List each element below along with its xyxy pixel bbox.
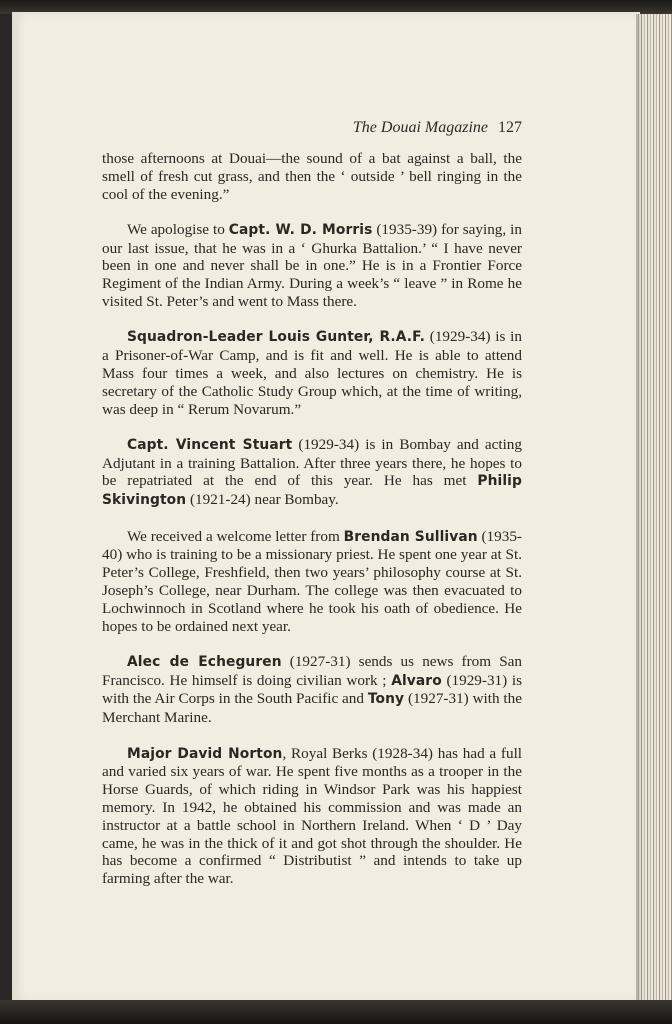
person-name: Alec de Echeguren <box>127 653 282 670</box>
page-edge-shadow <box>636 14 642 1002</box>
page-edges <box>636 14 672 1002</box>
page-number: 127 <box>498 119 522 136</box>
text-run: (1935-40) who is training to be a missionary priest. He spent one year at St. Peter’s College, Freshfield, then two years’ philosophy course at St. Joseph’s College, near Durham. The college was then evacuated to Lochwinnoch in Scotland where he took his oath of obedience. He hopes to be ordained next year. <box>102 527 522 635</box>
magazine-title: The Douai Magazine <box>352 119 488 136</box>
person-name: Capt. Vincent Stuart <box>127 436 293 453</box>
text-run: We received a welcome letter from <box>127 527 344 545</box>
text-run: (1929-34) is in a Prisoner-of-War Camp, and is fit and well. He is able to attend Mass four times a week, and also lectures on chemistry. He is secretary of the Catholic Study Group which, at the time of writing, was deep in “ Rerum Novarum.” <box>102 328 522 418</box>
person-name: Major David Norton <box>127 745 283 762</box>
paragraph-norton <box>102 745 522 888</box>
person-name: Capt. W. D. Morris <box>228 221 373 238</box>
paragraph-sullivan <box>102 528 522 636</box>
running-head <box>102 118 522 138</box>
article-body <box>102 150 522 888</box>
text-run: We apologise to <box>127 220 229 238</box>
text-run: those afternoons at Douai—the sound of a bat against a ball, the smell of fresh cut grass, and then the ‘ outside ’ bell ringing in the cool of the evening.” <box>102 150 522 203</box>
paragraph-stuart <box>102 436 522 510</box>
paragraph-gunter <box>102 328 522 418</box>
person-name: Alvaro <box>391 672 442 689</box>
text-run: (1921-24) near Bombay. <box>186 491 339 509</box>
scan-background-bottom <box>0 1000 672 1024</box>
text-run: , Royal Berks (1928-34) has had a full and varied six years of war. He spent five months as a trooper in the Horse Guards, of which riding in Windsor Park was his happiest memory. In 1942, he obtained his commission and was made an instructor at a battle school in Northern Ireland. When ‘ D ’ Day came, he was in the thick of it and got shot through the shoulder. He has become a confirmed “ Distributist ” and intends to take up farming after the war. <box>102 744 523 888</box>
text-run: (1929-31) is with the Air Corps in the South Pacific and <box>102 671 522 708</box>
paragraph-morris <box>102 221 522 311</box>
text-run: (1927-31) sends us news from San Francisco. He himself is doing civilian work ; <box>102 652 522 689</box>
text-run: (1929-34) is in Bombay and acting Adjutant in a training Battalion. After three years there, he hopes to be repatriated at the end of this year. He has met <box>102 435 522 490</box>
text-run: (1935-39) for saying, in our last issue, that he was in a ‘ Ghurka Battalion.’ “ I have never been in one and never shall be in one.” He is in a Frontier Force Regiment of the Indian Army. During a week’s “ leave ” in Rome he visited St. Peter’s and went to Mass there. <box>102 220 522 311</box>
paragraph-echeguren <box>102 653 522 727</box>
person-name: Tony <box>367 691 405 708</box>
paragraph-continued <box>102 150 522 203</box>
text-run: (1927-31) with the Merchant Marine. <box>102 690 522 727</box>
person-name: Philip Skivington <box>102 473 522 509</box>
person-name: Brendan Sullivan <box>343 528 478 545</box>
person-name: Squadron-Leader Louis Gunter, R.A.F. <box>127 329 425 346</box>
